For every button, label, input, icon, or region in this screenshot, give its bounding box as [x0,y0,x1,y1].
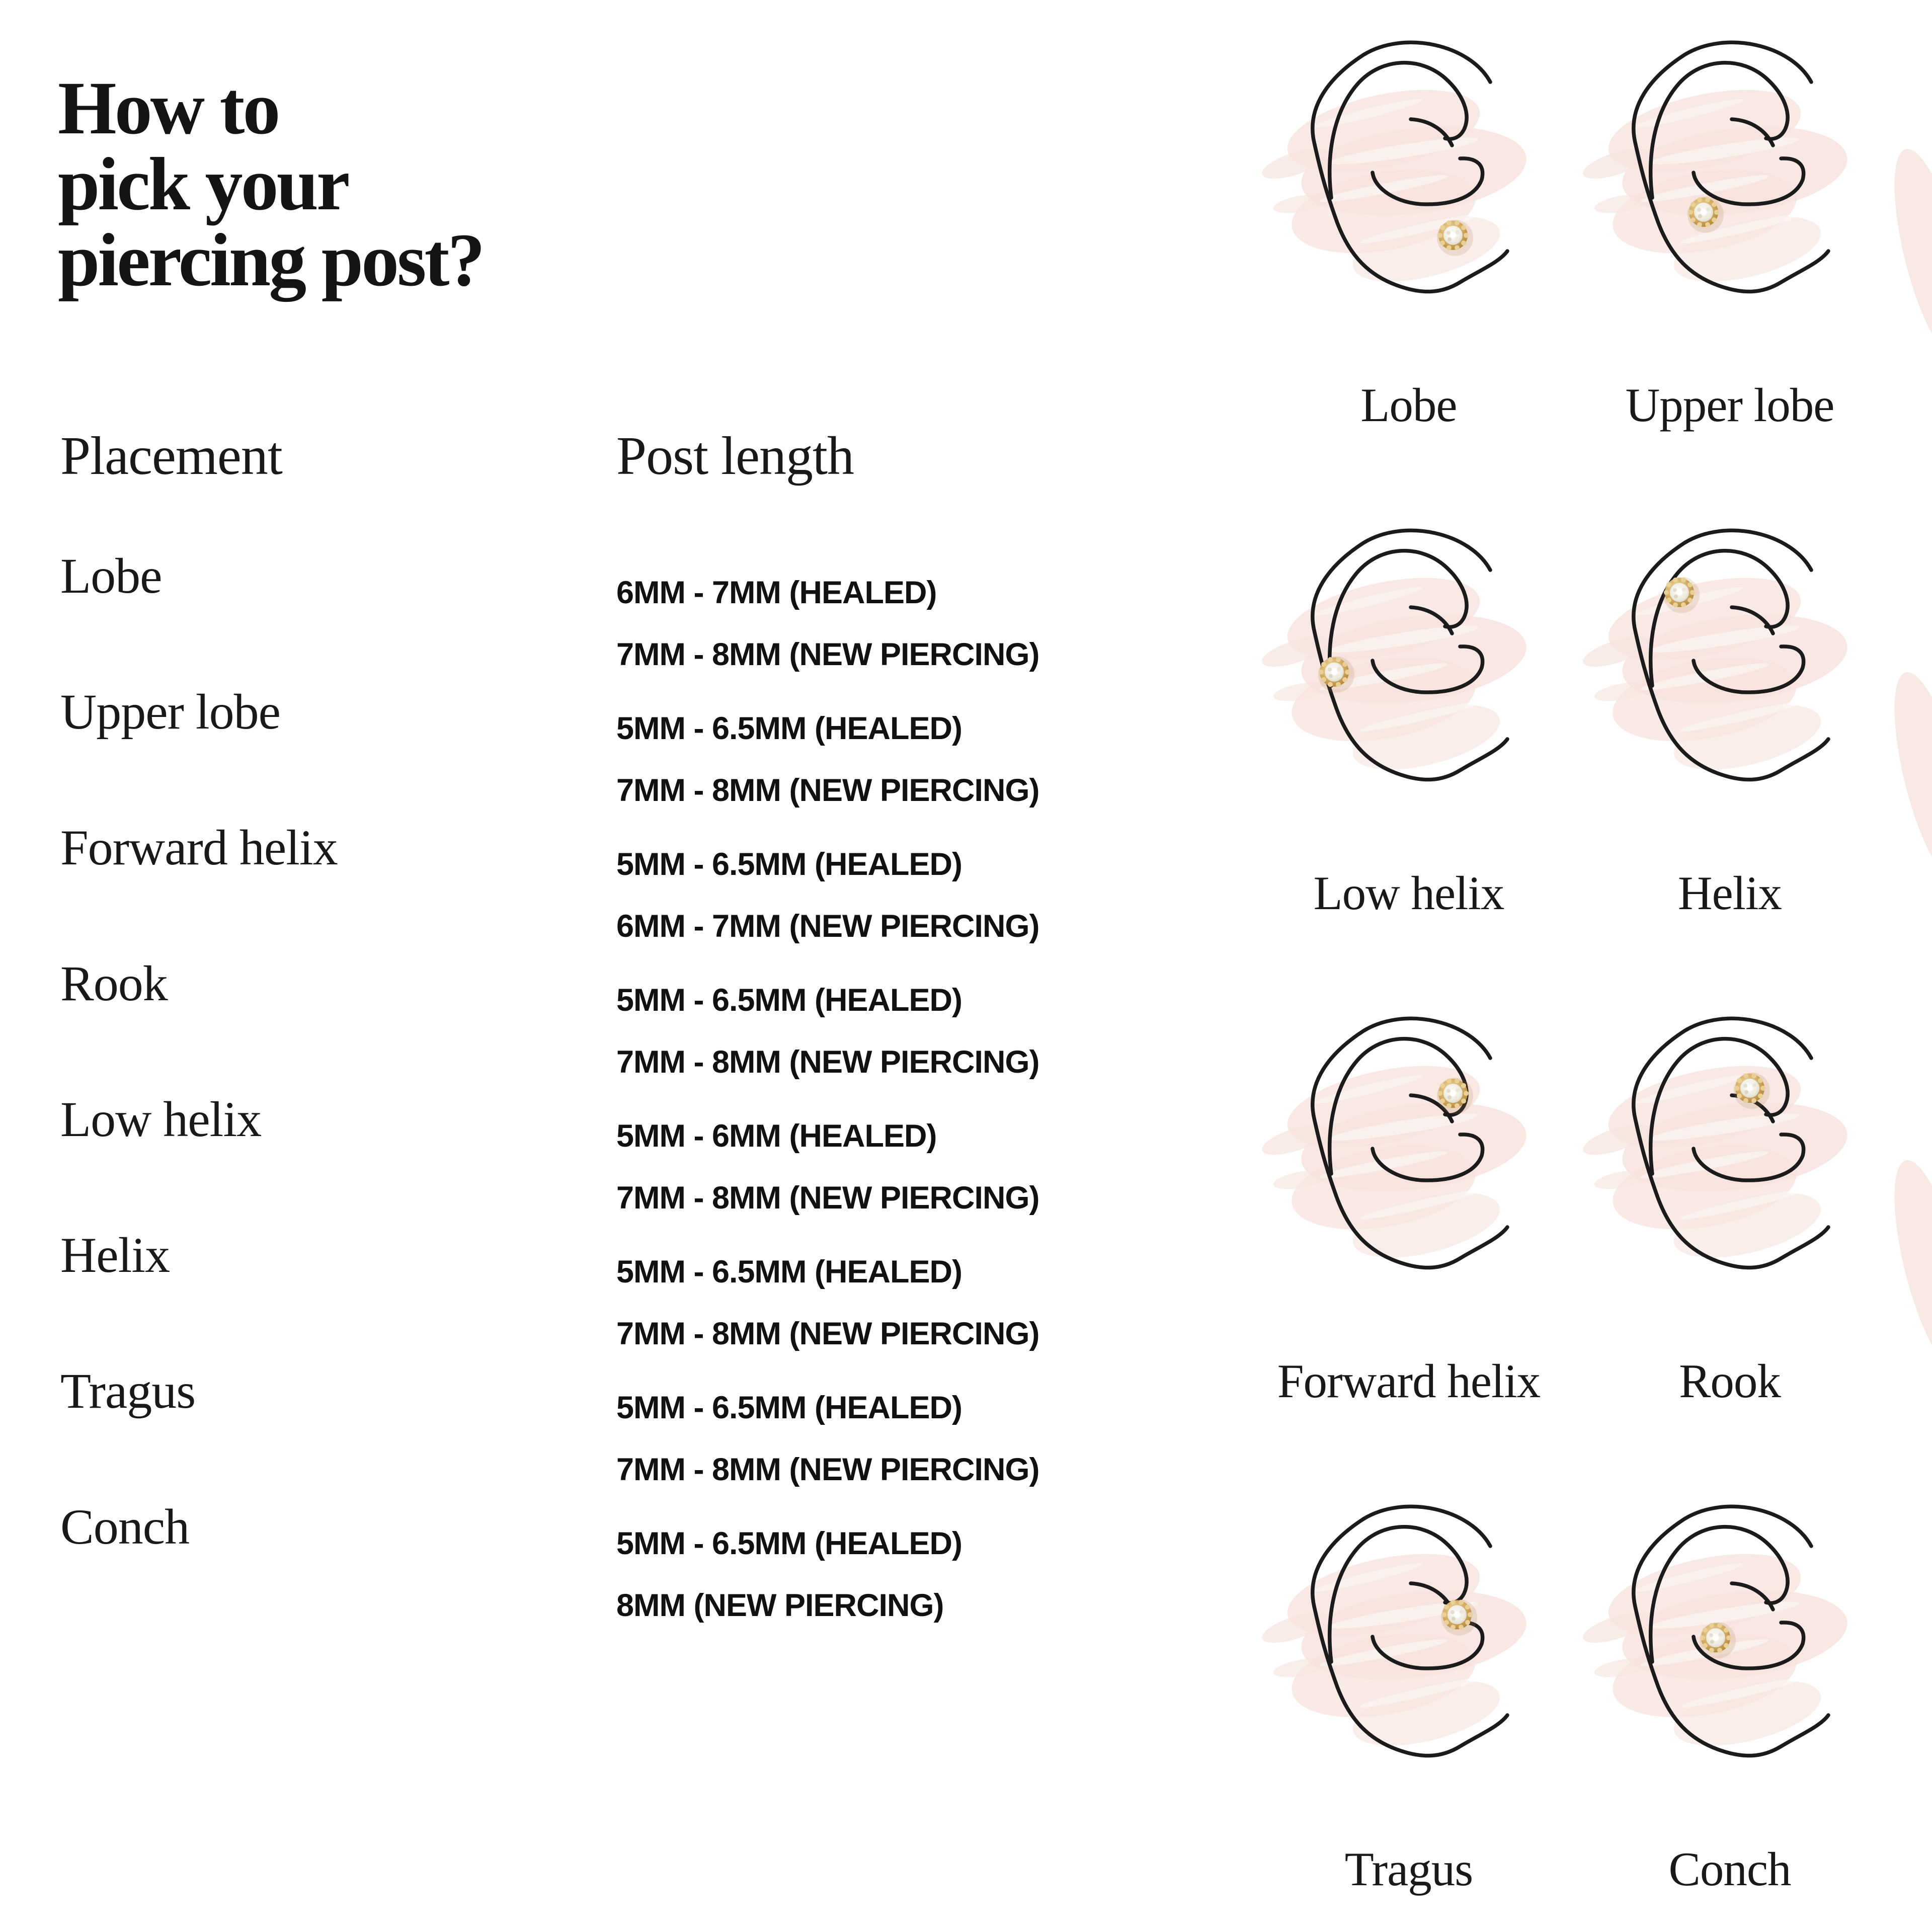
ear-label-wrap [1478,1841,1932,1897]
title-line-2: pick your [58,142,348,226]
piercing-stud [1687,197,1724,233]
ear-label: Lobe [1360,378,1457,432]
ear-label: Low helix [1313,866,1504,920]
title-line-3: piercing post? [58,218,484,302]
table-row [60,813,1248,948]
post-length-cell [616,1356,1248,1501]
table-row [60,1084,1248,1220]
table-row [60,1220,1248,1356]
title-line-1: How to [58,66,279,150]
placement-label: Low helix [60,1091,262,1147]
post-length-new: 7MM - 8MM (NEW PIERCING) [616,1316,1039,1351]
post-length-new: 7MM - 8MM (NEW PIERCING) [616,1044,1039,1080]
placement-header: Placement [60,426,282,486]
ear-label: Upper lobe [1625,378,1834,432]
edge-watercolor-blob [1879,142,1932,366]
ear-diagram [1629,518,1830,920]
watercolor-blob [1580,75,1853,294]
post-length-healed: 5MM - 6MM (HEALED) [616,1118,937,1154]
watercolor-blob [1259,75,1532,294]
post-length-cell [616,1220,1248,1365]
piercing-stud [1663,577,1700,613]
ear-label: Helix [1677,866,1782,920]
table-row [60,677,1248,813]
post-length-healed: 5MM - 6.5MM (HEALED) [616,1390,962,1425]
post-length-new: 7MM - 8MM (NEW PIERCING) [616,1180,1039,1216]
post-length-cell [616,677,1248,822]
ear-label: Conch [1668,1842,1791,1896]
watercolor-blob [1580,1051,1853,1270]
ear-diagram [1625,30,1834,432]
watercolor-blob [1259,1051,1532,1270]
edge-watercolor-blob [1879,666,1932,889]
post-length-cell [616,541,1248,686]
placement-label: Conch [60,1499,190,1555]
post-length-new: 8MM (NEW PIERCING) [616,1588,944,1623]
table-row [60,541,1248,677]
post-length-cell [616,1084,1248,1229]
ear-diagram [1308,518,1509,920]
piercing-stud [1734,1073,1770,1109]
post-length-healed: 5MM - 6.5MM (HEALED) [616,847,962,882]
ear-diagram [1629,1006,1830,1408]
size-table [60,541,1248,1648]
ear-illustration [1308,38,1509,294]
placement-label: Lobe [60,548,162,604]
placement-label: Tragus [60,1363,196,1419]
placement-label: Helix [60,1227,170,1283]
piercing-stud [1437,220,1473,256]
placement-label: Rook [60,955,168,1011]
table-headers [60,425,1238,496]
ear-label: Tragus [1344,1842,1473,1896]
table-row [60,1492,1248,1628]
watercolor-blob [1259,1539,1532,1758]
ear-label-wrap [1478,1353,1932,1409]
piercing-stud [1318,657,1354,693]
post-length-cell [616,948,1248,1093]
edge-watercolor-blob [1879,1154,1932,1377]
ear-illustration [1308,526,1509,782]
ear-illustration [1629,38,1830,294]
watercolor-blob [1580,563,1853,782]
ear-label-wrap [1478,377,1932,433]
ear-diagram [1277,1006,1541,1408]
piercing-stud [1437,1078,1473,1114]
ear-label: Rook [1679,1354,1781,1408]
post-length-new: 6MM - 7MM (NEW PIERCING) [616,909,1039,944]
post-length-new: 7MM - 8MM (NEW PIERCING) [616,637,1039,672]
ear-diagram [1308,1494,1509,1896]
page-title [58,66,484,302]
placement-label: Upper lobe [60,684,281,740]
piercing-stud [1441,1599,1477,1635]
post-length-healed: 5MM - 6.5MM (HEALED) [616,711,962,746]
post-length-new: 7MM - 8MM (NEW PIERCING) [616,1452,1039,1487]
post-length-cell [616,813,1248,957]
post-length-healed: 5MM - 6.5MM (HEALED) [616,1526,962,1561]
post-length-new: 7MM - 8MM (NEW PIERCING) [616,773,1039,808]
watercolor-blob [1259,563,1532,782]
ear-illustration [1629,1502,1830,1758]
post-length-cell [616,1492,1248,1637]
ear-illustration [1308,1014,1509,1270]
placement-label: Forward helix [60,820,338,875]
ear-label-wrap [1478,865,1932,921]
ear-label: Forward helix [1277,1354,1541,1408]
piercing-stud [1700,1622,1736,1658]
post-length-healed: 6MM - 7MM (HEALED) [616,575,937,610]
table-row [60,1356,1248,1492]
post-length-healed: 5MM - 6.5MM (HEALED) [616,1254,962,1290]
post-length-healed: 5MM - 6.5MM (HEALED) [616,983,962,1018]
post-length-header: Post length [616,426,854,486]
ear-diagram [1629,1494,1830,1896]
ear-illustration [1629,526,1830,782]
table-row [60,948,1248,1084]
ear-illustration [1629,1014,1830,1270]
ear-illustration [1308,1502,1509,1758]
ear-diagram [1308,30,1509,432]
